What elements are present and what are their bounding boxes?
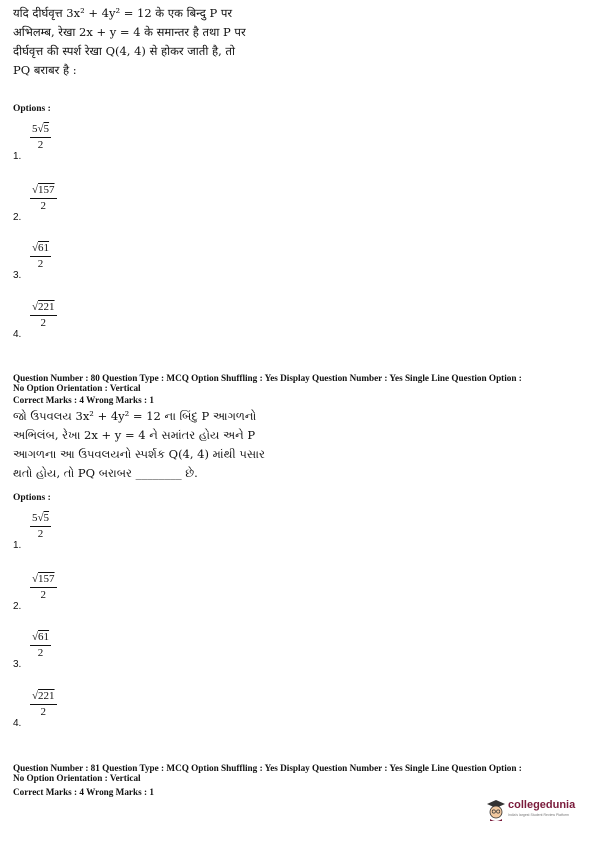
meta-line: Correct Marks : 4 Wrong Marks : 1: [13, 787, 154, 797]
option-1[interactable]: [0, 511, 120, 551]
collegedunia-logo: [486, 797, 586, 827]
logo-text: collegedunia: [508, 799, 576, 811]
question-line: PQ बराबर है :: [13, 63, 77, 77]
option-number: 3.: [13, 270, 22, 281]
question-81-meta: [13, 763, 588, 797]
question-line: दीर्घवृत्त की स्पर्श रेखा Q(4, 4) से होकर जाती है, तो: [13, 44, 235, 58]
option-2[interactable]: [0, 183, 120, 223]
option-fraction: $\frac{√221}{2}$: [32, 301, 55, 329]
option-4[interactable]: [0, 689, 120, 729]
option-number: 4.: [13, 718, 22, 729]
option-fraction: $\frac{√157}{2}$: [32, 184, 55, 212]
meta-line: Question Number : 80 Question Type : MCQ Option Shuffling : Yes Display Question Number : Yes Single Line Question Option :: [13, 373, 522, 383]
question-line: આગળના આ ઉપવલયનો સ્પર્શક Q(4, 4) માંથી પસાર: [13, 447, 265, 461]
question-79-text: [13, 4, 273, 80]
option-2[interactable]: [0, 572, 120, 612]
option-4[interactable]: [0, 300, 120, 340]
question-line: થતો હોય, તો PQ બરાબર ________ છે.: [13, 466, 198, 480]
option-fraction: $\frac{√61}{2}$: [32, 631, 50, 659]
option-number: 3.: [13, 659, 22, 670]
meta-line: No Option Orientation : Vertical: [13, 773, 141, 783]
option-3[interactable]: [0, 241, 120, 281]
meta-line: Question Number : 81 Question Type : MCQ Option Shuffling : Yes Display Question Number : Yes Single Line Question Option :: [13, 763, 522, 773]
meta-line: Correct Marks : 4 Wrong Marks : 1: [13, 395, 154, 405]
option-number: 1.: [13, 151, 22, 162]
question-line: अभिलम्ब, रेखा 2x + y = 4 के समान्तर है तथा P पर: [13, 25, 246, 39]
option-1[interactable]: [0, 122, 120, 162]
option-fraction: $\frac{√221}{2}$: [32, 690, 55, 718]
logo-tagline: India's largest Student Review Platform: [508, 813, 569, 817]
option-number: 2.: [13, 212, 22, 223]
options-label: Options :: [13, 493, 51, 503]
question-80-text: [13, 407, 313, 483]
option-3[interactable]: [0, 630, 120, 670]
option-fraction: $\frac{5√5}{2}$: [32, 512, 50, 540]
option-number: 1.: [13, 540, 22, 551]
question-80-meta: [13, 373, 588, 405]
option-number: 4.: [13, 329, 22, 340]
option-fraction: $\frac{5√5}{2}$: [32, 123, 50, 151]
meta-line: No Option Orientation : Vertical: [13, 383, 141, 393]
option-number: 2.: [13, 601, 22, 612]
question-line: જો ઉપવલય 3x² + 4y² = 12 ના બિંદુ P આગળનો: [13, 409, 257, 423]
option-fraction: $\frac{√157}{2}$: [32, 573, 55, 601]
graduate-mascot-icon: [486, 799, 506, 821]
option-fraction: $\frac{√61}{2}$: [32, 242, 50, 270]
options-label: Options :: [13, 104, 51, 114]
question-line: यदि दीर्घवृत्त 3x² + 4y² = 12 के एक बिन्दु P पर: [13, 6, 233, 20]
question-line: અભિલંબ, રેખા 2x + y = 4 ને સમાંતર હોય અને P: [13, 428, 256, 442]
